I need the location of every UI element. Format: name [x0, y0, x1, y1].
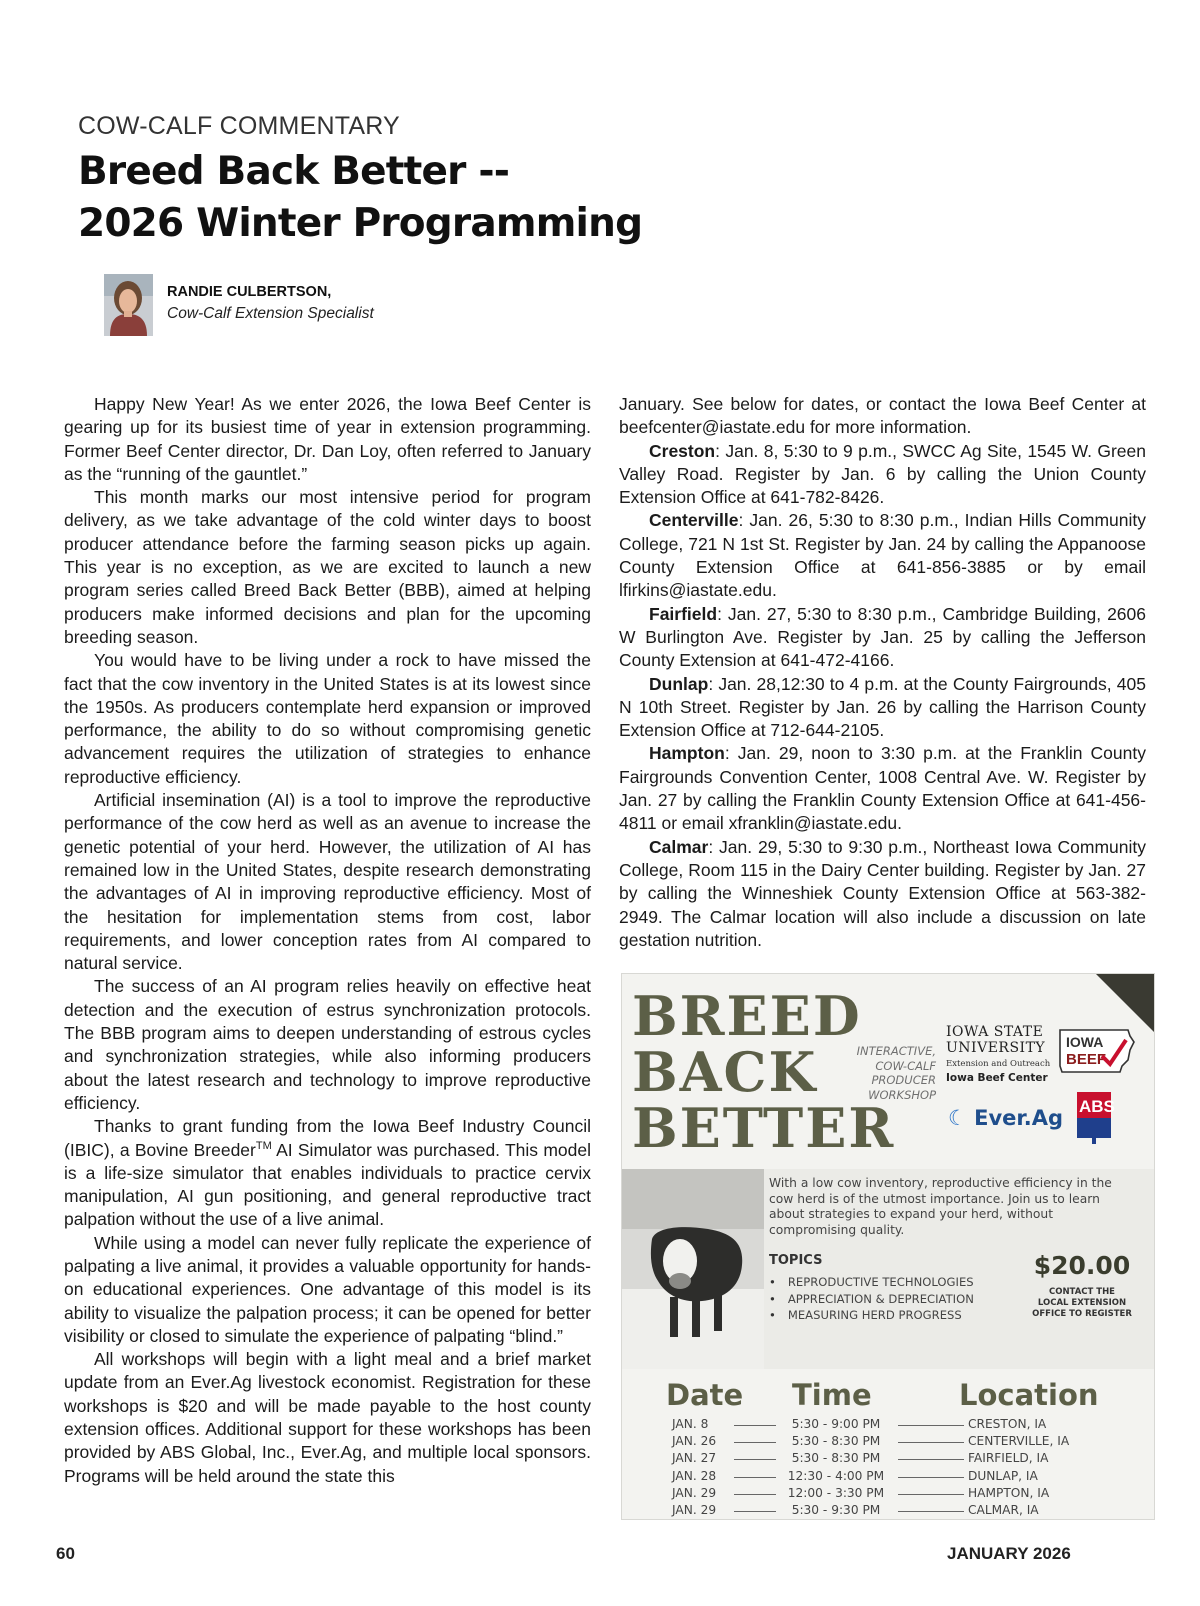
- location-name: Calmar: [649, 836, 709, 857]
- schedule-header-time: Time: [792, 1378, 872, 1412]
- title-line-2: 2026 Winter Programming: [78, 201, 643, 246]
- location-details: : Jan. 29, 5:30 to 9:30 p.m., Northeast Iowa Community College, Room 115 in the Dairy Center building. Register by Jan. 27 by calling the Winneshiek County Extension Office at 563-382-2949. The Calmar location will also include a discussion on late gestation nutrition.: [619, 836, 1146, 950]
- schedule-time: 5:30 - 9:00 PM: [791, 1417, 881, 1431]
- author-title: Cow-Calf Extension Specialist: [167, 305, 374, 322]
- paragraph-text: Thanks to grant funding from the Iowa Beef Industry Council (IBIC), a Bovine Breeder: [64, 1116, 591, 1160]
- schedule-location: DUNLAP, IA: [968, 1468, 1038, 1483]
- schedule-time: 12:00 - 3:30 PM: [787, 1485, 885, 1500]
- author-photo: [104, 274, 153, 336]
- isu-logo-line: UNIVERSITY: [946, 1040, 1046, 1056]
- location-name: Hampton: [649, 743, 725, 764]
- abs-logo: [1077, 1092, 1115, 1144]
- page-number: 60: [56, 1544, 75, 1563]
- location-details: : Jan. 28,12:30 to 4 p.m. at the County Fairgrounds, 405 N 10th Street. Register by Jan. 26 by calling the Harrison County Extension Office at 712-644-2105.: [619, 673, 1146, 741]
- schedule-connector-line: [898, 1459, 964, 1460]
- price-note-line: LOCAL EXTENSION: [1037, 1298, 1127, 1308]
- isu-logo: [946, 1024, 1045, 1056]
- everag-icon: ☾: [948, 1106, 967, 1130]
- corner-triangle-icon: [1096, 974, 1154, 1032]
- isu-extension-label: Extension and Outreach: [946, 1059, 1051, 1069]
- location-paragraph: [619, 509, 1146, 602]
- schedule-date: JAN. 29: [672, 1502, 717, 1517]
- paragraph: All workshops will begin with a light meal and a brief market update from an Ever.Ag livestock economist. Registration for these workshops is $20 and will be made payable to the host county extension offices. Additional support for these workshops has been provided by ABS Global, Inc., Ever.Ag, and multiple local sponsors. Programs will be held around the state this: [64, 1349, 591, 1486]
- topic-item: • APPRECIATION & DEPRECIATION: [769, 1291, 974, 1308]
- schedule-connector-line: [898, 1442, 964, 1443]
- location-paragraph: [619, 603, 1146, 673]
- schedule-header-location: Location: [959, 1378, 1099, 1412]
- paragraph: This month marks our most intensive period for program delivery, as we take advantage of the cold winter days to boost producer attendance before the farming season picks up again. This year is no exception, as we are excited to launch a new program series called Breed Back Better (BBB), aimed at helping producers make informed decisions and plan for the upcoming breeding season.: [64, 487, 591, 647]
- schedule-connector-line: [734, 1494, 776, 1495]
- location-details: : Jan. 8, 5:30 to 9 p.m., SWCC Ag Site, 1545 W. Green Valley Road. Register by Jan. 6 by calling the Union County Extension Office at 641-782-8426.: [619, 440, 1146, 508]
- flyer-word-breed: BREED: [632, 984, 862, 1048]
- location-paragraph: [619, 440, 1146, 510]
- schedule-connector-line: [898, 1477, 964, 1478]
- iowa-beef-bottom-text: BEEF: [1066, 1051, 1107, 1068]
- location-details: : Jan. 29, noon to 3:30 p.m. at the Franklin County Fairgrounds Convention Center, 1008 Central Ave. W. Register by Jan. 27 by calling the Franklin County Extension Office at 641-456-4811 or email xfranklin@iastate.edu.: [619, 743, 1146, 834]
- schedule-date: JAN. 28: [672, 1468, 717, 1483]
- schedule-header-date: Date: [666, 1378, 744, 1412]
- location-name: Creston: [649, 440, 716, 461]
- location-details: : Jan. 26, 5:30 to 8:30 p.m., Indian Hills Community College, 721 N 1st St. Register by Jan. 24 by calling the Appanoose County Extension Office at 641-856-3885 or by email lfirkins@iastate.edu.: [619, 510, 1146, 601]
- schedule-connector-line: [734, 1425, 776, 1426]
- topic-item: • MEASURING HERD PROGRESS: [769, 1307, 974, 1324]
- schedule-time: 5:30 - 8:30 PM: [791, 1451, 881, 1466]
- location-name: Centerville: [649, 510, 739, 531]
- paragraph: The success of an AI program relies heavily on effective heat detection and the execution of estrus synchronization protocols. The BBB program aims to deepen understanding of estrous cycles and synchronization strategies, while also informing producers about the latest research and technology to improve reproductive efficiency.: [64, 976, 591, 1113]
- tagline-line: PRODUCER: [871, 1073, 936, 1087]
- paragraph: You would have to be living under a rock to have missed the fact that the cow inventory in the United States is at its lowest since the 1950s. As producers contemplate herd expansion or improved performance, the ability to do so without compromising genetic advancement requires the utilization of strategies to enhance reproductive efficiency.: [64, 650, 591, 787]
- schedule-connector-line: [734, 1459, 776, 1460]
- section-kicker: COW-CALF COMMENTARY: [78, 112, 400, 140]
- schedule-location: CALMAR, IA: [968, 1502, 1039, 1517]
- flyer-tagline: [824, 1044, 936, 1102]
- abs-text: ABS: [1079, 1097, 1115, 1116]
- workshop-flyer: [621, 973, 1155, 1520]
- iowa-beef-center-label: Iowa Beef Center: [946, 1072, 1048, 1084]
- price-note-line: OFFICE TO REGISTER: [1032, 1309, 1132, 1319]
- schedule-location: FAIRFIELD, IA: [968, 1451, 1049, 1466]
- topics-heading: TOPICS: [769, 1253, 823, 1268]
- schedule-date: JAN. 27: [672, 1451, 717, 1466]
- paragraph: Happy New Year! As we enter 2026, the Iowa Beef Center is gearing up for its busiest time of year in extension programming. Former Beef Center director, Dr. Dan Loy, often referred to January as the “running of the gauntlet.”: [64, 394, 591, 484]
- cow-photo: [622, 1169, 764, 1369]
- topics-list: [769, 1274, 974, 1324]
- flyer-word-better: BETTER: [632, 1096, 896, 1160]
- schedule-connector-line: [734, 1477, 776, 1478]
- schedule-date: JAN. 26: [672, 1434, 717, 1449]
- tagline-line: WORKSHOP: [868, 1087, 936, 1102]
- trademark-mark: TM: [255, 1139, 272, 1152]
- iowa-beef-logo: [1058, 1026, 1136, 1088]
- everag-logo: [948, 1106, 1063, 1130]
- schedule-connector-line: [898, 1511, 964, 1512]
- schedule-times: [776, 1416, 896, 1519]
- flyer-word-back: BACK: [632, 1040, 818, 1104]
- flyer-info-band: [622, 1169, 1154, 1369]
- schedule-connector-line: [734, 1442, 776, 1443]
- paragraph: January. See below for dates, or contact the Iowa Beef Center at beefcenter@iastate.edu for more information.: [619, 394, 1146, 438]
- everag-wordmark: Ever.Ag: [974, 1106, 1064, 1130]
- schedule-dates: [672, 1416, 732, 1519]
- schedule-connector-line: [734, 1511, 776, 1512]
- schedule-location: CENTERVILLE, IA: [968, 1434, 1070, 1449]
- paragraph: [64, 1115, 591, 1231]
- schedule-connector-line: [898, 1494, 964, 1495]
- price-note: [1022, 1287, 1142, 1320]
- paragraph-text: AI Simulator was purchased. This model is a life-size simulator that enables individuals to practice cervix manipulation, AI gun positioning, and general reproductive tract palpation without the use of a live animal.: [64, 1139, 591, 1230]
- schedule-location: HAMPTON, IA: [968, 1485, 1050, 1500]
- schedule-time: 5:30 - 9:30 PM: [791, 1502, 881, 1517]
- title-line-1: Breed Back Better --: [78, 149, 510, 194]
- article-title: [78, 146, 642, 250]
- price-label: $20.00: [1033, 1251, 1131, 1280]
- topic-item: • REPRODUCTIVE TECHNOLOGIES: [769, 1274, 974, 1291]
- schedule-location: CRESTON, IA: [968, 1417, 1047, 1431]
- location-paragraph: [619, 673, 1146, 743]
- iowa-beef-top-text: IOWA: [1066, 1034, 1104, 1050]
- isu-logo-line: IOWA STATE: [946, 1024, 1044, 1040]
- location-name: Dunlap: [649, 673, 709, 694]
- location-paragraph: [619, 836, 1146, 952]
- location-details: : Jan. 27, 5:30 to 8:30 p.m., Cambridge Building, 2606 W Burlington Ave. Register by Jan. 25 by calling the Jefferson County Extension at 641-472-4166.: [619, 603, 1146, 671]
- location-name: Fairfield: [649, 603, 718, 624]
- schedule-locations: [968, 1416, 1108, 1519]
- schedule-date: JAN. 29: [672, 1485, 717, 1500]
- schedule-time: 12:30 - 4:00 PM: [787, 1468, 885, 1483]
- schedule-time: 5:30 - 8:30 PM: [791, 1434, 881, 1449]
- location-paragraph: [619, 742, 1146, 835]
- tagline-line: COW-CALF: [875, 1058, 936, 1073]
- schedule-date: JAN. 8: [672, 1417, 709, 1431]
- left-column: [64, 393, 591, 1488]
- paragraph: Artificial insemination (AI) is a tool to improve the reproductive performance of the cow herd as well as an avenue to increase the genetic potential of your herd. However, the utilization of AI has remained low in the United States, despite research demonstrating the advantages of AI in improving reproductive efficiency. Most of the hesitation for implementation stems from cost, labor requirements, and lower conception rates from AI compared to natural service.: [64, 790, 591, 974]
- flyer-intro-text: With a low cow inventory, reproductive efficiency in the cow herd is of the utmost importance. Join us to learn about strategies to expand your herd, without compromising quality.: [769, 1176, 1112, 1237]
- price-note-line: CONTACT THE: [1048, 1287, 1115, 1297]
- schedule-connector-line: [898, 1425, 964, 1426]
- author-name: RANDIE CULBERTSON,: [167, 284, 332, 300]
- paragraph: While using a model can never fully replicate the experience of palpating a live animal, it provides a valuable opportunity for hands-on educational experiences. One advantage of this model is its ability to visualize the palpation process; it can be opened for better visibility or closed to simulate the experience of palpating “blind.”: [64, 1232, 591, 1346]
- right-column: [619, 393, 1146, 952]
- issue-date: JANUARY 2026: [947, 1544, 1071, 1563]
- tagline-line: INTERACTIVE,: [856, 1044, 936, 1058]
